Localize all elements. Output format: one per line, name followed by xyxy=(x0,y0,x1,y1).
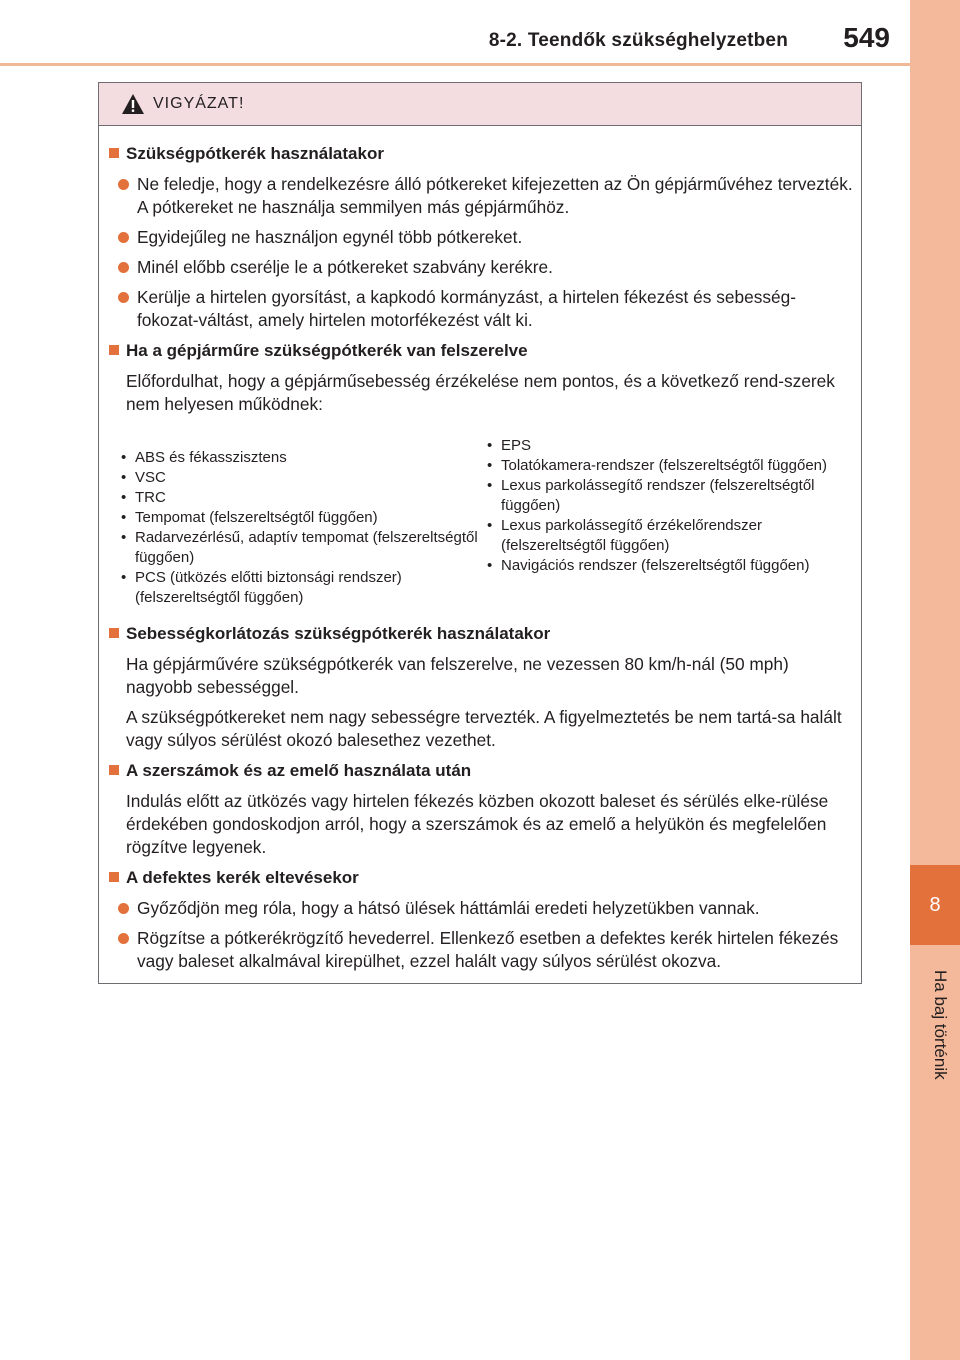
side-tab xyxy=(910,0,960,1360)
list-item: • Lexus parkolássegítő érzékelőrendszer (felszereltségtől függően) xyxy=(487,517,762,554)
page-number: 549 xyxy=(843,22,890,53)
paragraph: Előfordulhat, hogy a gépjárműsebesség érzékelése nem pontos, és a következő rend-szerek nem helyesen működnek: xyxy=(126,371,835,414)
list-item: • Lexus parkolássegítő rendszer (felszereltségtől függően) xyxy=(487,477,815,514)
list-item: • EPS xyxy=(487,437,532,454)
list-item: Kerülje a hirtelen gyorsítást, a kapkodó kormányzást, a hirtelen fékezést és sebesség-fokozat-váltást, amely hirtelen motorfékezést vált ki. xyxy=(118,286,853,332)
chapter-label: Ha baj történik xyxy=(931,970,950,1080)
caution-box xyxy=(98,82,862,984)
systems-list-left xyxy=(121,436,487,608)
list-item: • Tolatókamera-rendszer (felszereltségtől függően) xyxy=(487,457,827,474)
paragraph: Indulás előtt az ütközés vagy hirtelen fékezés közben okozott baleset és sérülés elke-rülése érdekében gondoskodjon arról, hogy a szerszámok és az emelő a helyükön és megfelelően rögzítve legyenek. xyxy=(126,791,829,857)
warning-triangle-icon xyxy=(121,93,145,115)
square-bullet-icon xyxy=(109,628,119,638)
dot-bullet-icon xyxy=(118,933,129,944)
systems-list-right xyxy=(487,436,853,608)
chapter-number-badge xyxy=(910,865,960,945)
list-item: • ABS és fékasszisztens xyxy=(121,449,287,466)
square-bullet-icon xyxy=(109,148,119,158)
list-item: • Radarvezérlésű, adaptív tempomat (felszereltségtől függően) xyxy=(121,529,478,566)
list-item: Rögzítse a pótkerékrögzítő hevederrel. Ellenkező esetben a defektes kerék hirtelen fékezés vagy baleset alkalmával kirepülhet, ezzel halált vagy súlyos sérülést okozva. xyxy=(118,927,853,973)
dot-bullet-icon xyxy=(118,903,129,914)
square-bullet-icon xyxy=(109,345,119,355)
list-item: Győződjön meg róla, hogy a hátsó ülések háttámlái eredeti helyzetükben vannak. xyxy=(118,897,853,920)
section-heading: A szerszámok és az emelő használata után xyxy=(107,759,853,782)
section-heading: Ha a gépjárműre szükségpótkerék van felszerelve xyxy=(107,339,853,362)
list-item: • Navigációs rendszer (felszereltségtől függően) xyxy=(487,557,810,574)
list-item: • PCS (ütközés előtti biztonsági rendszer) (felszereltségtől függően) xyxy=(121,569,402,606)
section-heading: Szükségpótkerék használatakor xyxy=(107,142,853,165)
caution-body xyxy=(99,126,861,973)
caution-header xyxy=(99,83,861,126)
dot-bullet-icon xyxy=(118,179,129,190)
paragraph: Ha gépjárművére szükségpótkerék van felszerelve, ne vezessen 80 km/h-nál (50 mph) nagyobb sebességgel. xyxy=(126,654,789,697)
list-item: Egyidejűleg ne használjon egynél több pótkereket. xyxy=(118,226,853,249)
dot-bullet-icon xyxy=(118,292,129,303)
header-rule xyxy=(0,63,910,66)
square-bullet-icon xyxy=(109,872,119,882)
section-heading: Sebességkorlátozás szükségpótkerék használatakor xyxy=(107,622,853,645)
caution-title: VIGYÁZAT! xyxy=(153,95,245,112)
list-item: • Tempomat (felszereltségtől függően) xyxy=(121,509,378,526)
chapter-number: 8 xyxy=(929,893,941,916)
list-item: Minél előbb cserélje le a pótkereket szabvány kerékre. xyxy=(118,256,853,279)
paragraph: A szükségpótkereket nem nagy sebességre tervezték. A figyelmeztetés be nem tartá-sa halált vagy súlyos sérülést okozó balesethez vezethet. xyxy=(126,707,842,750)
list-item: • VSC xyxy=(121,469,166,486)
affected-systems-lists xyxy=(121,436,853,608)
list-item: Ne feledje, hogy a rendelkezésre álló pótkereket kifejezetten az Ön gépjárművéhez tervezték. A pótkereket ne használja semmilyen más gépjárműhöz. xyxy=(118,173,853,219)
square-bullet-icon xyxy=(109,765,119,775)
header-section-title: 8-2. Teendők szükséghelyzetben xyxy=(488,30,788,51)
dot-bullet-icon xyxy=(118,262,129,273)
list-item: • TRC xyxy=(121,489,166,506)
dot-bullet-icon xyxy=(118,232,129,243)
section-heading: A defektes kerék eltevésekor xyxy=(107,866,853,889)
